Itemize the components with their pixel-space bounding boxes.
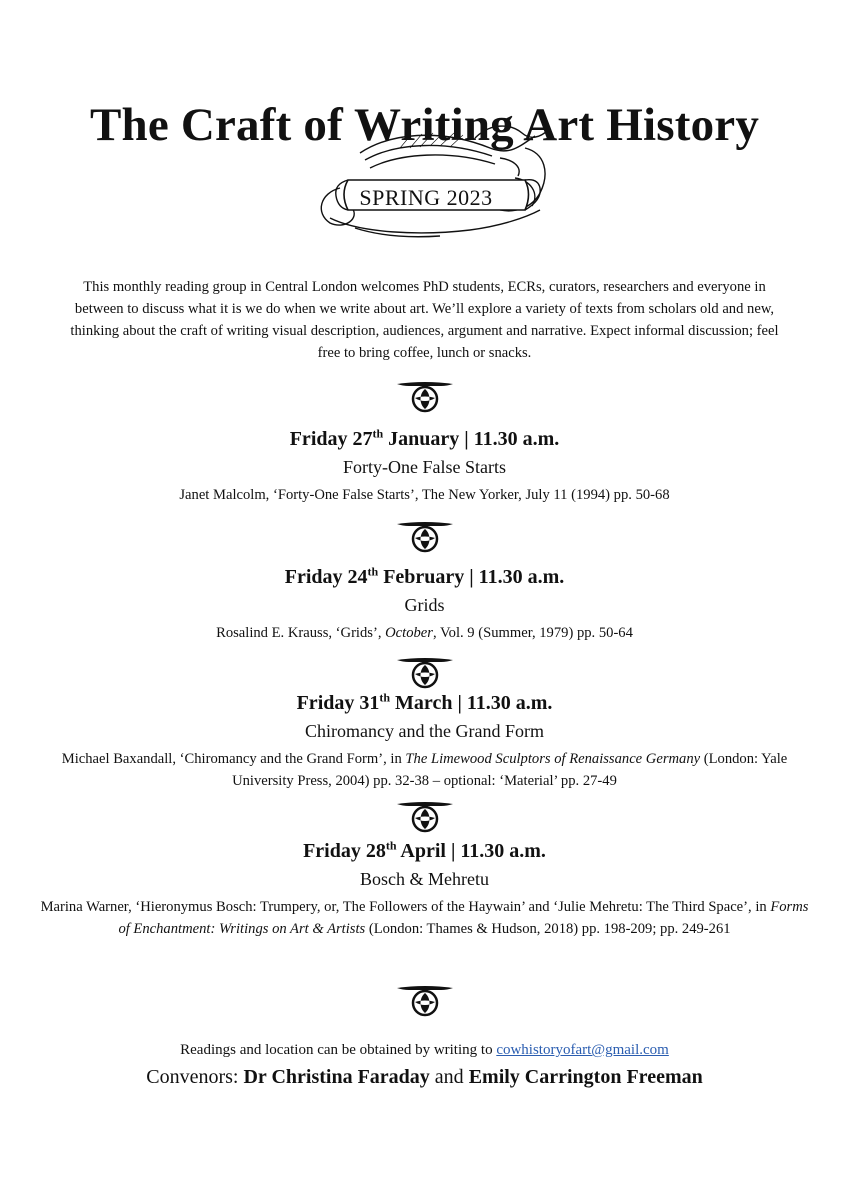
convenors-line: Convenors: Dr Christina Faraday and Emily Carrington Freeman <box>146 1066 703 1088</box>
divider-ornament-icon <box>395 518 455 554</box>
email-link[interactable]: cowhistoryofart@gmail.com <box>496 1042 669 1058</box>
event-title: Chiromancy and the Grand Form <box>305 721 544 741</box>
event-date: Friday 31th March | 11.30 a.m. <box>296 690 553 714</box>
event-reading: Marina Warner, ‘Hieronymus Bosch: Trumpery, or, The Followers of the Haywain’ and ‘Julie Mehretu: The Third Space’, in Forms of Enchantment: Writings on Art & Artists (London: Thames & Hudson, 2018) pp. 198-209; pp. 249-261 <box>40 899 809 937</box>
event-reading: Rosalind E. Krauss, ‘Grids’, October, Vol. 9 (Summer, 1979) pp. 50-64 <box>216 625 633 641</box>
page-title: The Craft of Writing Art History <box>89 99 760 151</box>
event-date: Friday 24th February | 11.30 a.m. <box>284 564 565 588</box>
event-item <box>40 690 809 792</box>
divider-ornament-icon <box>395 982 455 1018</box>
event-date: Friday 28th April | 11.30 a.m. <box>303 838 546 862</box>
event-reading: Michael Baxandall, ‘Chiromancy and the Grand Form’, in The Limewood Sculptors of Renaissance Germany (London: Yale University Press, 2004) pp. 32-38 – optional: ‘Material’ pp. 27-49 <box>61 751 788 789</box>
divider-ornament-icon <box>395 798 455 834</box>
divider-ornament-icon <box>395 378 455 414</box>
divider-ornament-icon <box>395 654 455 690</box>
event-reading: Janet Malcolm, ‘Forty-One False Starts’, The New Yorker, July 11 (1994) pp. 50-68 <box>179 487 670 503</box>
event-title: Bosch & Mehretu <box>360 869 489 889</box>
event-item <box>40 426 809 506</box>
event-date: Friday 27th January | 11.30 a.m. <box>289 426 560 450</box>
contact-line: Readings and location can be obtained by writing to cowhistoryofart@gmail.com <box>180 1042 669 1058</box>
intro-paragraph: This monthly reading group in Central London welcomes PhD students, ECRs, curators, researchers and everyone in between to discuss what it is we do when we write about art. We’ll explore a variety of texts from scholars old and new, thinking about the craft of writing visual description, audiences, argument and narrative. Expect informal discussion; feel free to bring coffee, lunch or snacks. <box>70 279 779 361</box>
event-item <box>40 838 809 940</box>
season-label: SPRING 2023 <box>359 185 493 210</box>
event-item <box>40 564 809 644</box>
event-title: Grids <box>404 595 445 615</box>
event-title: Forty-One False Starts <box>343 457 506 477</box>
